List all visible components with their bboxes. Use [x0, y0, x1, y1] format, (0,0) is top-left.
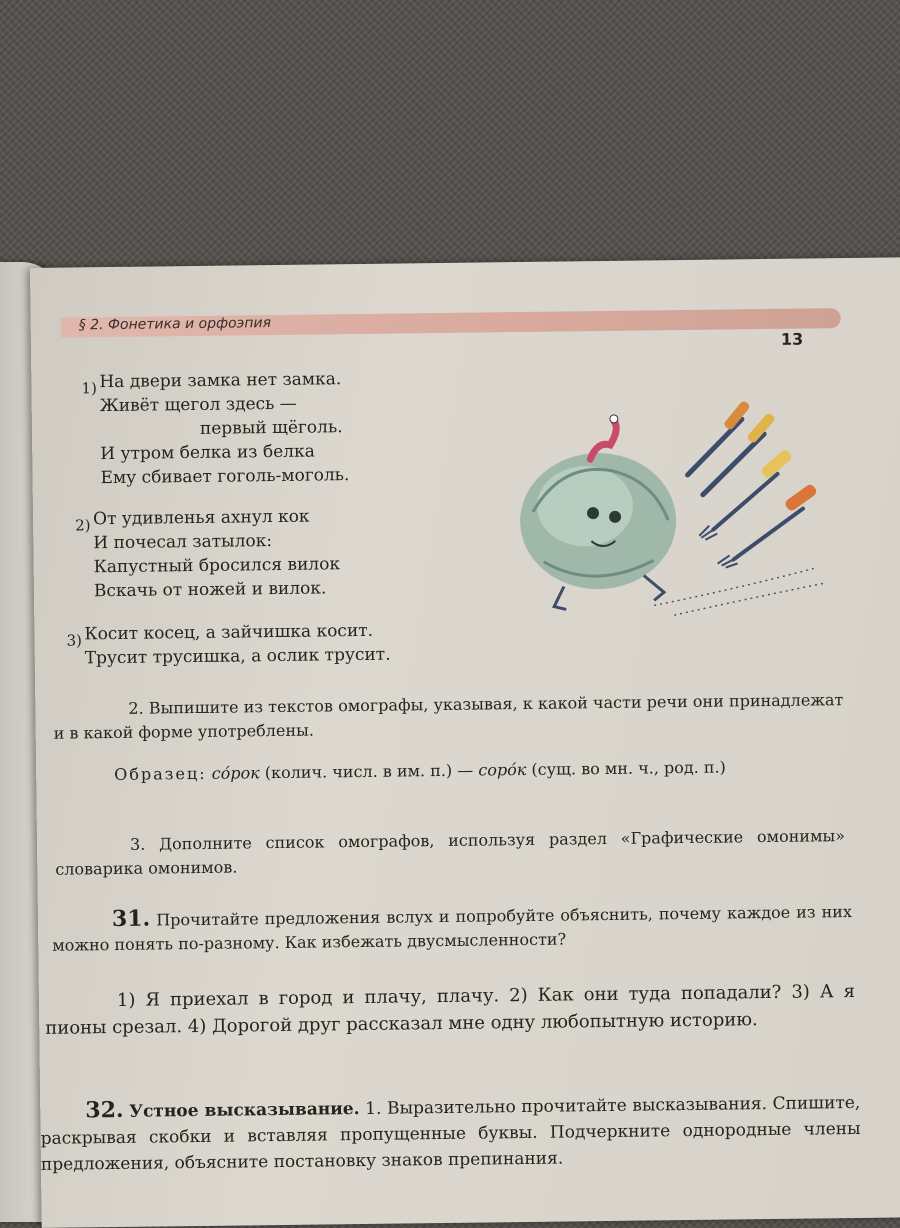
poem-number: 2) — [75, 516, 91, 535]
poem-number: 1) — [81, 379, 97, 398]
poem-1 — [81, 367, 350, 490]
section-title: § 2. Фонетика и орфоэпия — [78, 315, 272, 334]
sample-note-2: (сущ. во мн. ч., род. п.) — [531, 757, 726, 779]
motion-lines — [654, 568, 825, 615]
exercise-text: Прочитайте предложения вслух и попробуйте объяснить, почему каждое из них можно понять по-разному. Как избежать двусмысленности? — [52, 902, 853, 955]
poem-line: Косит косец, а зайчишка косит. — [84, 620, 374, 645]
poem-line: И утром белка из белка — [100, 441, 315, 465]
poem-3 — [66, 619, 391, 671]
worm-icon — [590, 415, 619, 459]
poem-line: И почесал затылок: — [93, 531, 273, 554]
fork-icon — [717, 483, 819, 568]
exercise-32 — [40, 1088, 861, 1178]
sample-word-1: сóрок — [211, 763, 260, 783]
poem-line: Живёт щегол здесь — — [99, 393, 297, 417]
task-2: 2. Выпишите из текстов омографы, указывая, к какой части речи они принадлежат и в какой форме употреблены. — [53, 690, 844, 743]
task-3: 3. Дополните список омографов, используя раздел «Графические омонимы» словарика омонимов. — [55, 826, 846, 879]
exercise-number: 32. — [85, 1096, 124, 1124]
exercise-title: Устное высказывание. — [129, 1099, 360, 1122]
knife-icon — [687, 400, 752, 475]
poem-line: первый щёголь. — [199, 417, 343, 439]
cabbage-icon — [519, 452, 677, 610]
poem-line: Трусит трусишка, а ослик трусит. — [84, 644, 391, 669]
page-number: 13 — [780, 329, 804, 349]
sample-label: Образец: — [114, 763, 207, 785]
poem-line: Ему сбивает гоголь-моголь. — [100, 465, 350, 489]
sample-block — [54, 754, 844, 788]
textbook-page — [30, 257, 900, 1228]
sample-note-1: (колич. числ. в им. п.) — — [264, 760, 474, 783]
cabbage-illustration — [502, 398, 835, 622]
poem-number: 3) — [66, 631, 83, 650]
poem-line: Капустный бросился вилок — [93, 554, 341, 578]
poem-line: На двери замка нет замка. — [99, 369, 342, 393]
poem-line: Вскачь от ножей и вилок. — [93, 578, 327, 602]
poem-2 — [75, 504, 341, 603]
exercise-text: 1. Выразительно прочитайте высказывания. Спишите, раскрывая скобки и вставляя пропущенные буквы. Подчеркните однородные члены предложения, объясните постановку знаков препинания. — [40, 1092, 861, 1175]
sample-word-2: сорóк — [478, 759, 527, 780]
poem-line: От удивленья ахнул кок — [92, 506, 310, 530]
exercise-number: 31. — [111, 905, 151, 933]
exercise-31-sentences: 1) Я приехал в город и плачу, плачу. 2) Как они туда попадали? 3) А я пионы срезал. 4) Дорогой друг рассказал мне одну любопытную историю. — [45, 980, 856, 1039]
exercise-31 — [52, 898, 853, 958]
